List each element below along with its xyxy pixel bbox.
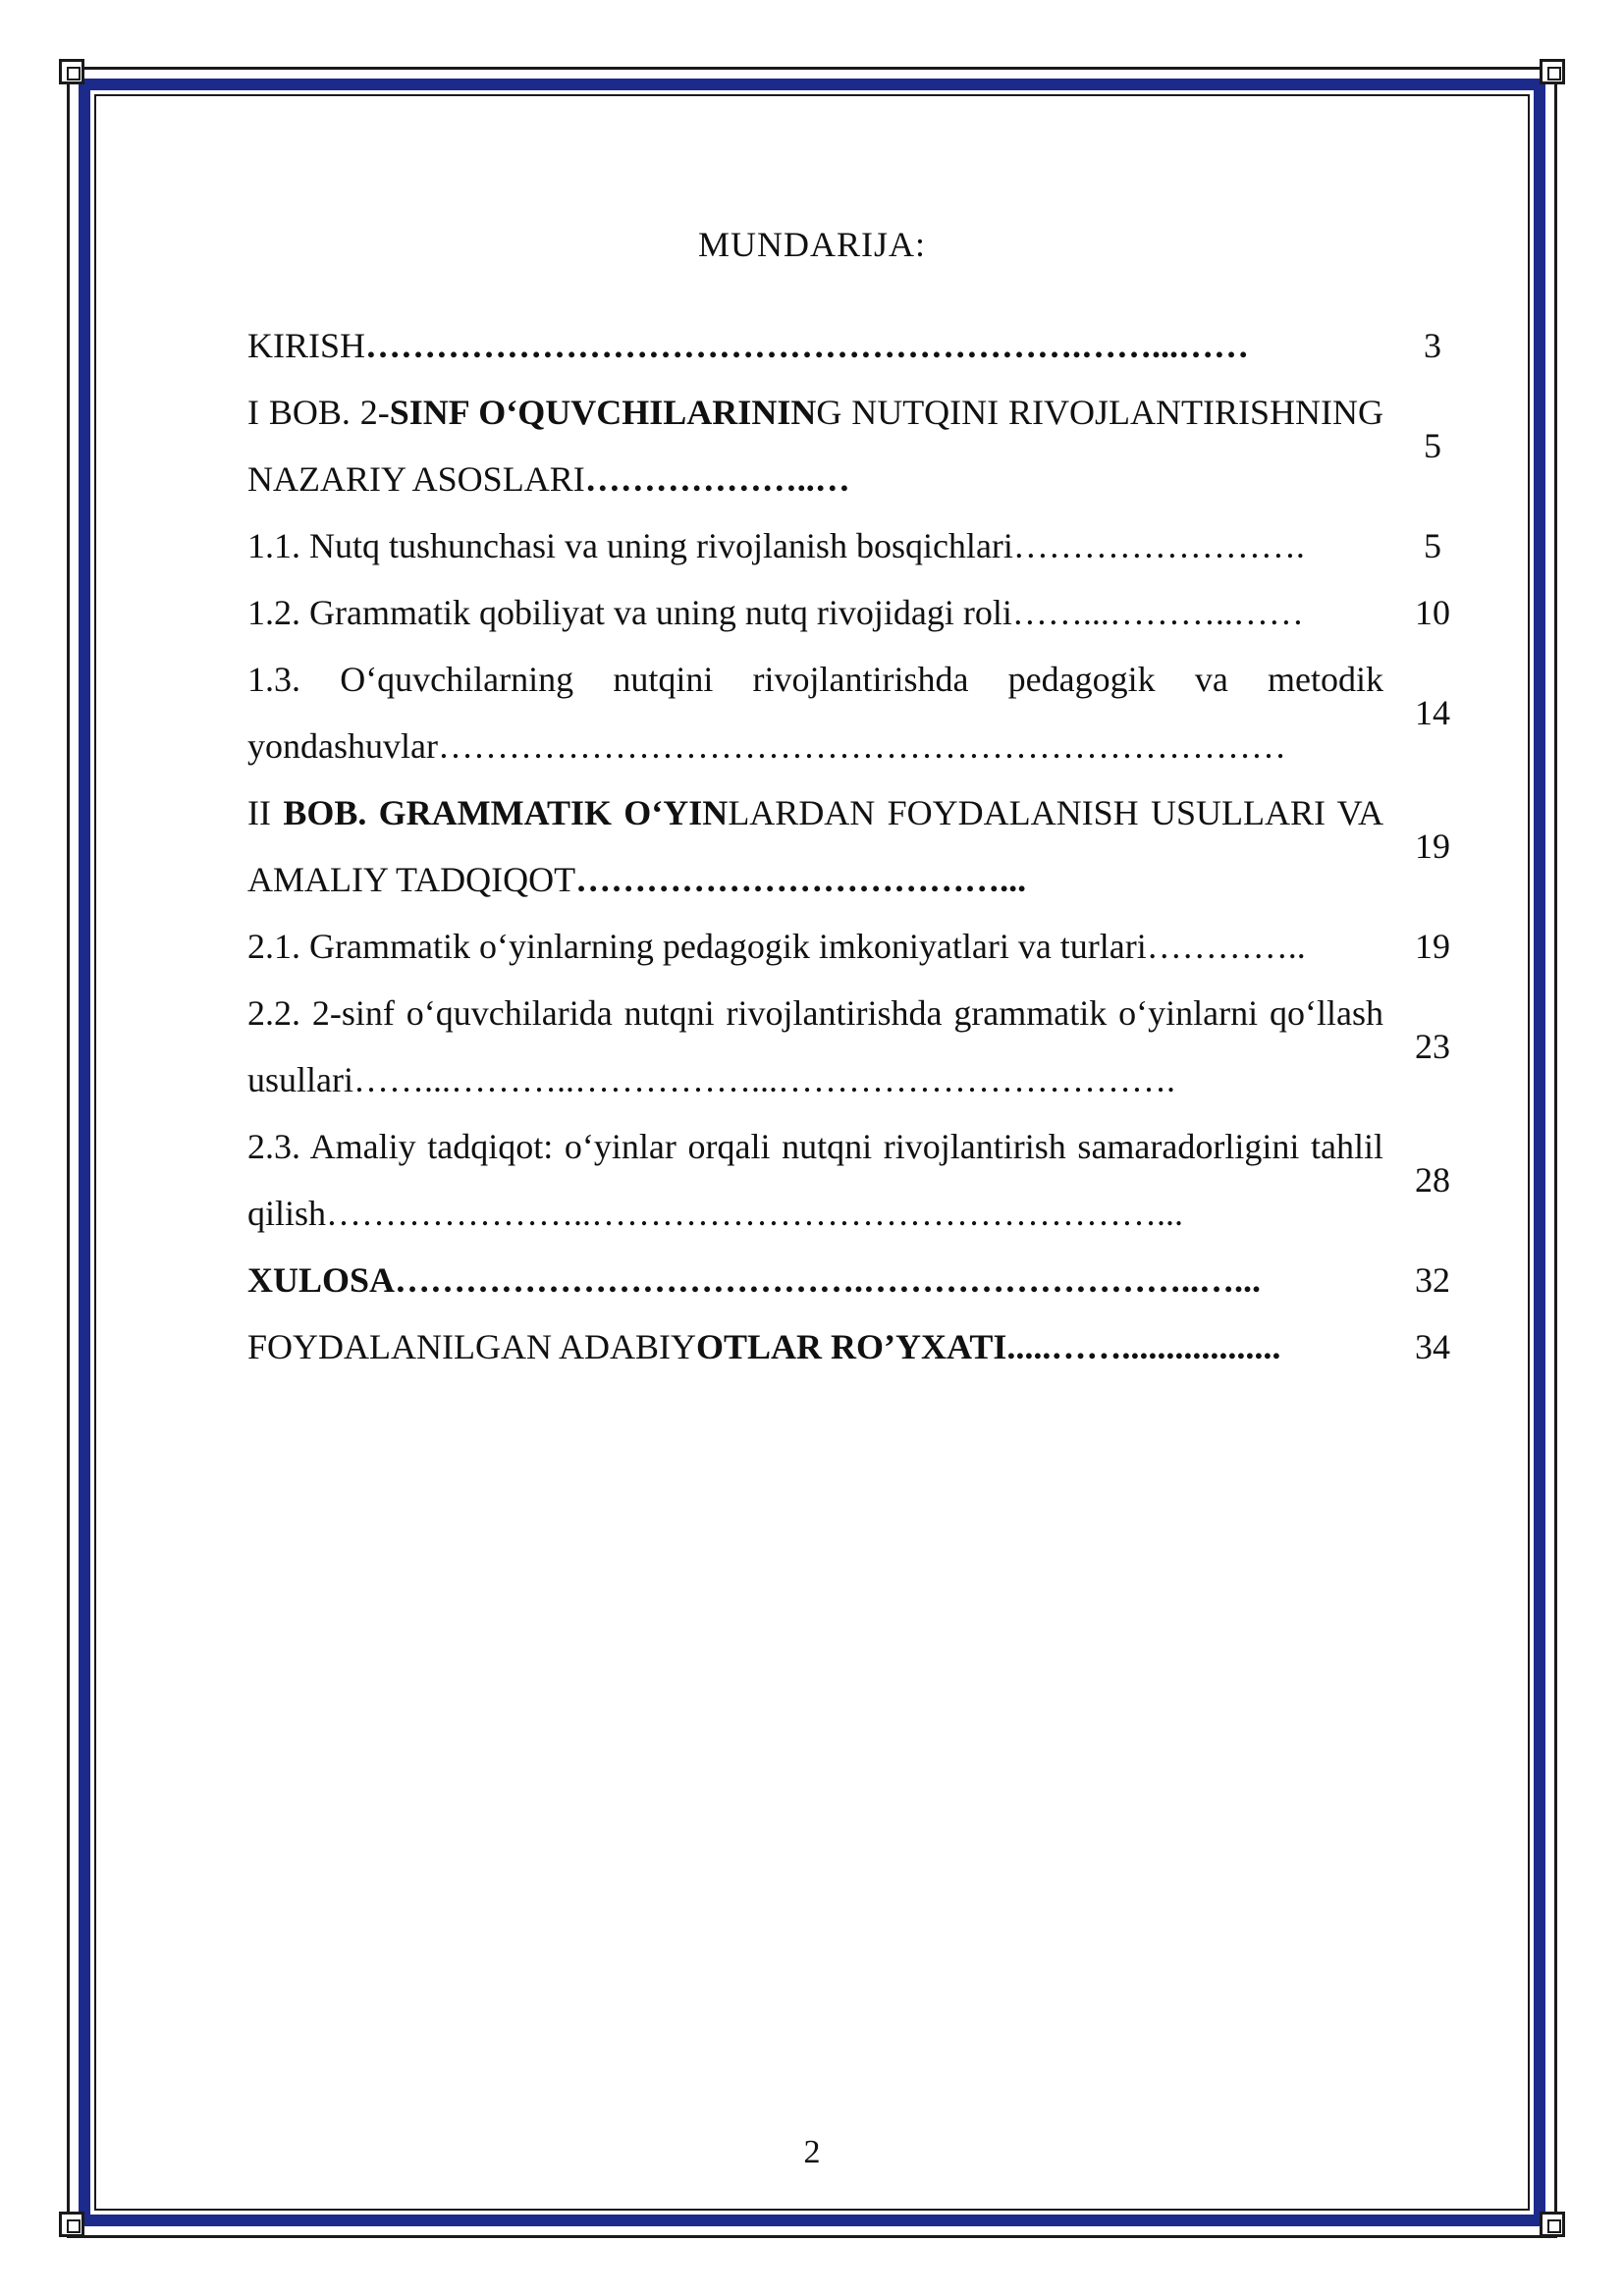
toc-entry-text-part: ………………………………... bbox=[575, 860, 1027, 899]
toc-entry-text-part: 2.3. Amaliy tadqiqot: o‘yinlar orqali nutqni rivojlantirish samaradorligini tahlil qilish…………………..…………………………………………... bbox=[247, 1127, 1383, 1233]
toc-entry-text-part: OTLAR RO’YXATI.....…….................. bbox=[695, 1327, 1281, 1366]
toc-entry-page-number: 5 bbox=[1424, 426, 1441, 465]
toc-entry-title bbox=[247, 646, 1383, 779]
toc-entry[interactable] bbox=[247, 512, 1485, 579]
toc-entry-title bbox=[247, 379, 1383, 512]
toc-entry-title bbox=[247, 779, 1383, 913]
toc-entry-page-number: 14 bbox=[1415, 693, 1450, 732]
toc-entry-page-number: 28 bbox=[1415, 1160, 1450, 1200]
toc-entry-text-part: 1.3. O‘quvchilarning nutqini rivojlantirishda pedagogik va metodik yondashuvlar……………………………………………………………… bbox=[247, 660, 1383, 766]
toc-entry-text-part: BOB. GRAMMATIK O‘YIN bbox=[283, 793, 729, 832]
toc-entry-text-part: II bbox=[247, 793, 284, 832]
toc-entry-title bbox=[247, 579, 1383, 646]
toc-entry-title bbox=[247, 1313, 1383, 1380]
corner-ornament-bottom-right bbox=[1540, 2212, 1565, 2237]
toc-entry[interactable] bbox=[247, 980, 1485, 1113]
toc-entry-title bbox=[247, 1247, 1383, 1313]
toc-entry-page-number: 5 bbox=[1424, 526, 1441, 565]
toc-entry-text-part: 2.2. 2-sinf o‘quvchilarida nutqni rivojlantirishda grammatik o‘yinlarni qo‘llash usullari……...………..……………...……………………………. bbox=[247, 993, 1383, 1099]
toc-entry-page-number: 3 bbox=[1424, 326, 1441, 365]
corner-ornament-bottom-left bbox=[59, 2212, 84, 2237]
toc-entry-page-number: 34 bbox=[1415, 1327, 1450, 1366]
toc-entry-title bbox=[247, 980, 1383, 1113]
toc-entry[interactable] bbox=[247, 1113, 1485, 1247]
toc-entry-text-part: 1.2. Grammatik qobiliyat va uning nutq rivojidagi roli……...………..…… bbox=[247, 593, 1304, 632]
toc-entry[interactable] bbox=[247, 1313, 1485, 1380]
toc-entry-text-part: …………………………………………………….……...…… bbox=[365, 326, 1250, 365]
toc-entry[interactable] bbox=[247, 579, 1485, 646]
toc-entry-title bbox=[247, 512, 1383, 579]
toc-entry[interactable] bbox=[247, 379, 1485, 512]
toc-entry-page-number: 32 bbox=[1415, 1260, 1450, 1300]
toc-entry-text-part: XULOSA………………………………….………………………..…... bbox=[247, 1260, 1262, 1300]
toc-title: MUNDARIJA: bbox=[697, 225, 926, 264]
toc-entry-title bbox=[247, 1113, 1383, 1247]
toc-entry-page-number: 23 bbox=[1415, 1027, 1450, 1066]
toc-entry-text-part: KIRISH bbox=[247, 326, 366, 365]
toc-entry-text-part: 1.1. Nutq tushunchasi va uning rivojlanish bosqichlari……………………. bbox=[247, 526, 1305, 565]
toc-entry-title bbox=[247, 312, 1383, 379]
toc-entry-title bbox=[247, 913, 1383, 980]
page-number: 2 bbox=[803, 2134, 821, 2170]
toc-entry[interactable] bbox=[247, 646, 1485, 779]
toc-entry[interactable] bbox=[247, 779, 1485, 913]
toc-entry-text-part: FOYDALANILGAN ADABIY bbox=[247, 1327, 696, 1366]
toc-entry-page-number: 19 bbox=[1415, 827, 1450, 866]
toc-entry[interactable] bbox=[247, 312, 1485, 379]
toc-entry-text-part: 2.1. Grammatik o‘yinlarning pedagogik imkoniyatlari va turlari………….. bbox=[247, 927, 1306, 966]
toc-entry-page-number: 19 bbox=[1415, 927, 1450, 966]
toc-entry-text-part: G NUTQINI RIVOJLANTIRISHNING NAZARIY ASOSLARI bbox=[247, 393, 1383, 499]
toc-entry-text-part: ………………..… bbox=[584, 459, 850, 499]
table-of-contents bbox=[247, 312, 1485, 1380]
toc-entry[interactable] bbox=[247, 1247, 1485, 1313]
corner-ornament-top-right bbox=[1540, 59, 1565, 84]
toc-entry-text-part: LARDAN FOYDALANISH USULLARI VA AMALIY TADQIQOT bbox=[247, 793, 1384, 899]
corner-ornament-top-left bbox=[59, 59, 84, 84]
toc-entry[interactable] bbox=[247, 913, 1485, 980]
toc-entry-text-part: I BOB. 2- bbox=[247, 393, 390, 432]
toc-entry-text-part: SINF O‘QUVCHILARININ bbox=[389, 393, 817, 432]
toc-entry-page-number: 10 bbox=[1415, 593, 1450, 632]
